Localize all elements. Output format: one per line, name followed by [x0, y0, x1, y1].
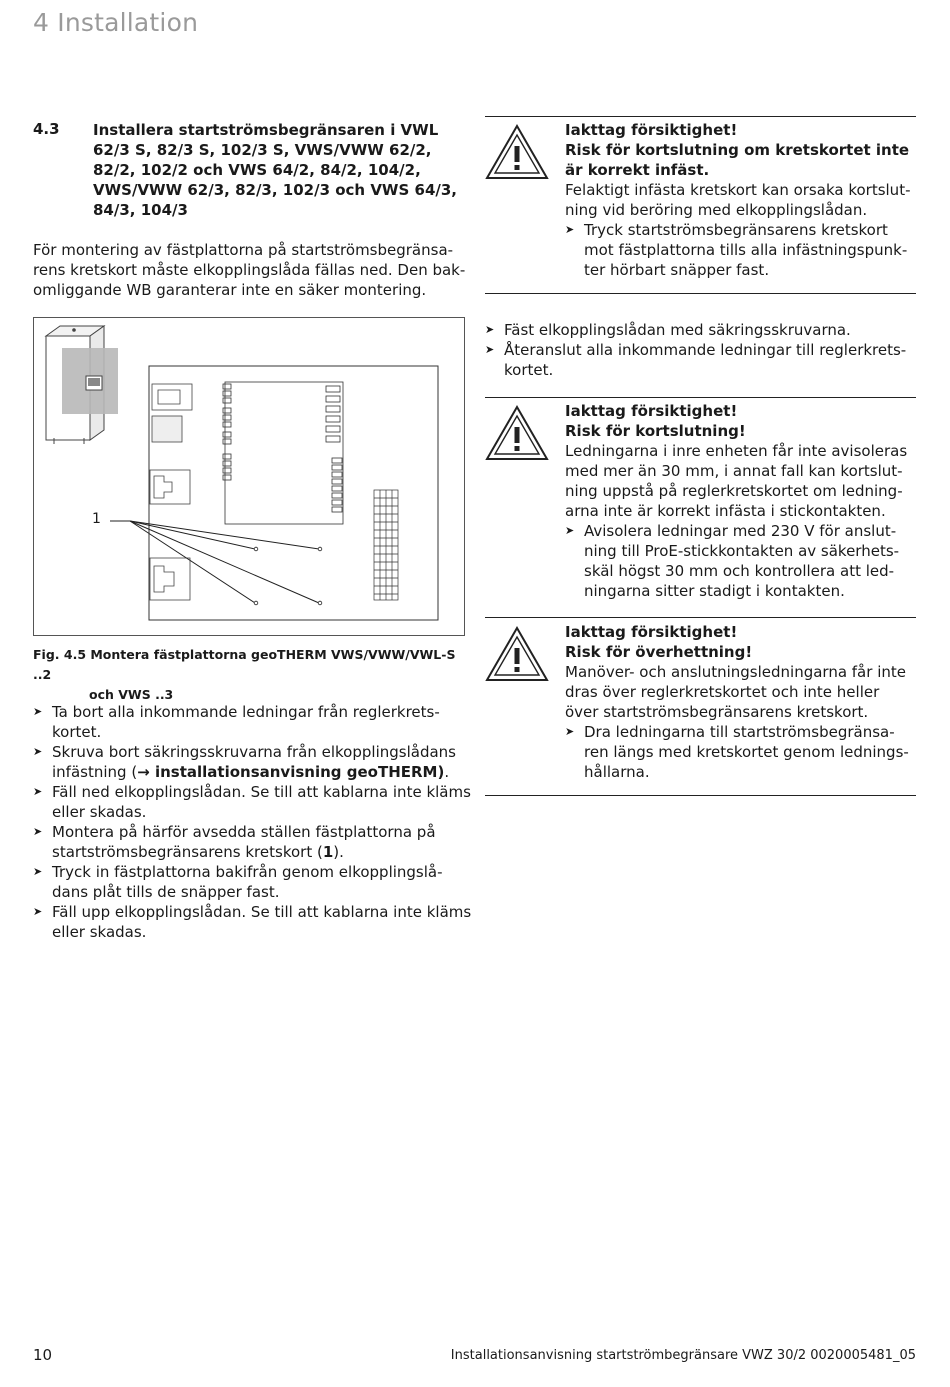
warning-subtitle: Risk för överhettning! — [565, 643, 753, 661]
warning-title: Iakttag försiktighet! — [565, 402, 738, 420]
list-item: ➤ Ta bort alla inkommande ledningar från reglerkrets-kortet. — [33, 702, 473, 742]
warning-triangle-icon — [485, 405, 549, 461]
warning-title: Iakttag försiktighet! — [565, 121, 738, 139]
list-item: ➤ Dra ledningarna till startströmsbegränsa-ren längs med kretskortet genom lednings-hållarna. — [565, 722, 916, 782]
list-item: ➤ Fäll ned elkopplingslådan. Se till att kablarna inte kläms eller skadas. — [33, 782, 473, 822]
section-title: Installera startströmsbegränsaren i VWL 62/3 S, 82/3 S, 102/3 S, VWS/VWW 62/2, 82/2, 102/2 och VWS 64/2, 84/2, 104/2, VWS/VWW 62/3, 82/3, 102/3 och VWS 64/3, 84/3, 104/3 — [93, 121, 457, 219]
divider — [485, 795, 916, 796]
figure-drawing — [34, 318, 466, 637]
warning-subtitle: Risk för kortslutning om kretskortet inte är korrekt infäst. — [565, 141, 910, 179]
divider — [485, 116, 916, 117]
warning-subtitle: Risk för kortslutning! — [565, 422, 746, 440]
page-header-title: 4 Installation — [33, 8, 199, 37]
warning-box-3 — [485, 622, 916, 792]
page-number: 10 — [33, 1346, 53, 1364]
divider — [485, 293, 916, 294]
figure-caption-line2: och VWS ..3 — [89, 687, 174, 702]
list-item: ➤ Avisolera ledningar med 230 V för anslut-ning till ProE-stickkontakten av säkerhets-skäl högst 30 mm och kontrollera att led-ningarna sitter stadigt i kontakten. — [565, 521, 916, 601]
list-item: ➤ Montera på härför avsedda ställen fästplattorna på startströmsbegränsarens kretskort (1). — [33, 822, 473, 862]
list-item: ➤ Fäll upp elkopplingslådan. Se till att kablarna inte kläms eller skadas. — [33, 902, 473, 942]
left-steps-list — [33, 702, 473, 942]
warning-triangle-icon — [485, 626, 549, 682]
middle-steps-list — [485, 320, 916, 380]
list-item: ➤ Tryck in fästplattorna bakifrån genom elkopplingslå-dans plåt tills de snäpper fast. — [33, 862, 473, 902]
warning-box-2 — [485, 401, 916, 611]
intro-paragraph: För montering av fästplattorna på startströmsbegränsa-rens kretskort måste elkopplingslåda fällas ned. Den bak-omliggande WB garanterar inte en säker montering. — [33, 241, 466, 299]
footer-document-title: Installationsanvisning startströmbegränsare VWZ 30/2 0020005481_05 — [450, 1348, 916, 1363]
list-item: ➤ Fäst elkopplingslådan med säkringsskruvarna. — [485, 320, 916, 340]
cross-reference: → installationsanvisning geoTHERM) — [137, 763, 445, 781]
warning-title: Iakttag försiktighet! — [565, 623, 738, 641]
divider — [485, 397, 916, 398]
warning-box-1 — [485, 120, 916, 290]
figure-caption — [33, 645, 473, 705]
divider — [485, 617, 916, 618]
warning-triangle-icon — [485, 124, 549, 180]
list-item: ➤ Skruva bort säkringsskruvarna från elkopplingslådans infästning (→ installationsanvisning geoTHERM). — [33, 742, 473, 782]
list-item: ➤ Tryck startströmsbegränsarens kretskort mot fästplattorna tills alla infästningspunk-ter hörbart snäpper fast. — [565, 220, 916, 280]
installation-figure — [33, 317, 465, 636]
warning-text: Ledningarna i inre enheten får inte avisoleras med mer än 30 mm, i annat fall kan kortslut-ning uppstå på reglerkretskortet om ledning-arna inte är korrekt infästa i stickontakten. — [565, 442, 908, 520]
list-item: ➤ Återanslut alla inkommande ledningar till reglerkrets-kortet. — [485, 340, 916, 380]
figure-callout-1: 1 — [92, 511, 101, 527]
section-number: 4.3 — [33, 120, 60, 138]
warning-text: Manöver- och anslutningsledningarna får inte dras över reglerkretskortet och inte heller över startströmsbegränsarens kretskort. — [565, 663, 906, 721]
cross-reference: 1 — [322, 843, 334, 861]
warning-text: Felaktigt infästa kretskort kan orsaka kortslut-ning vid beröring med elkopplingslådan. — [565, 181, 911, 219]
figure-caption-line1: Fig. 4.5 Montera fästplattorna geoTHERM VWS/VWW/VWL-S ..2 — [33, 647, 456, 682]
heat-pump-unit-icon — [46, 326, 118, 444]
